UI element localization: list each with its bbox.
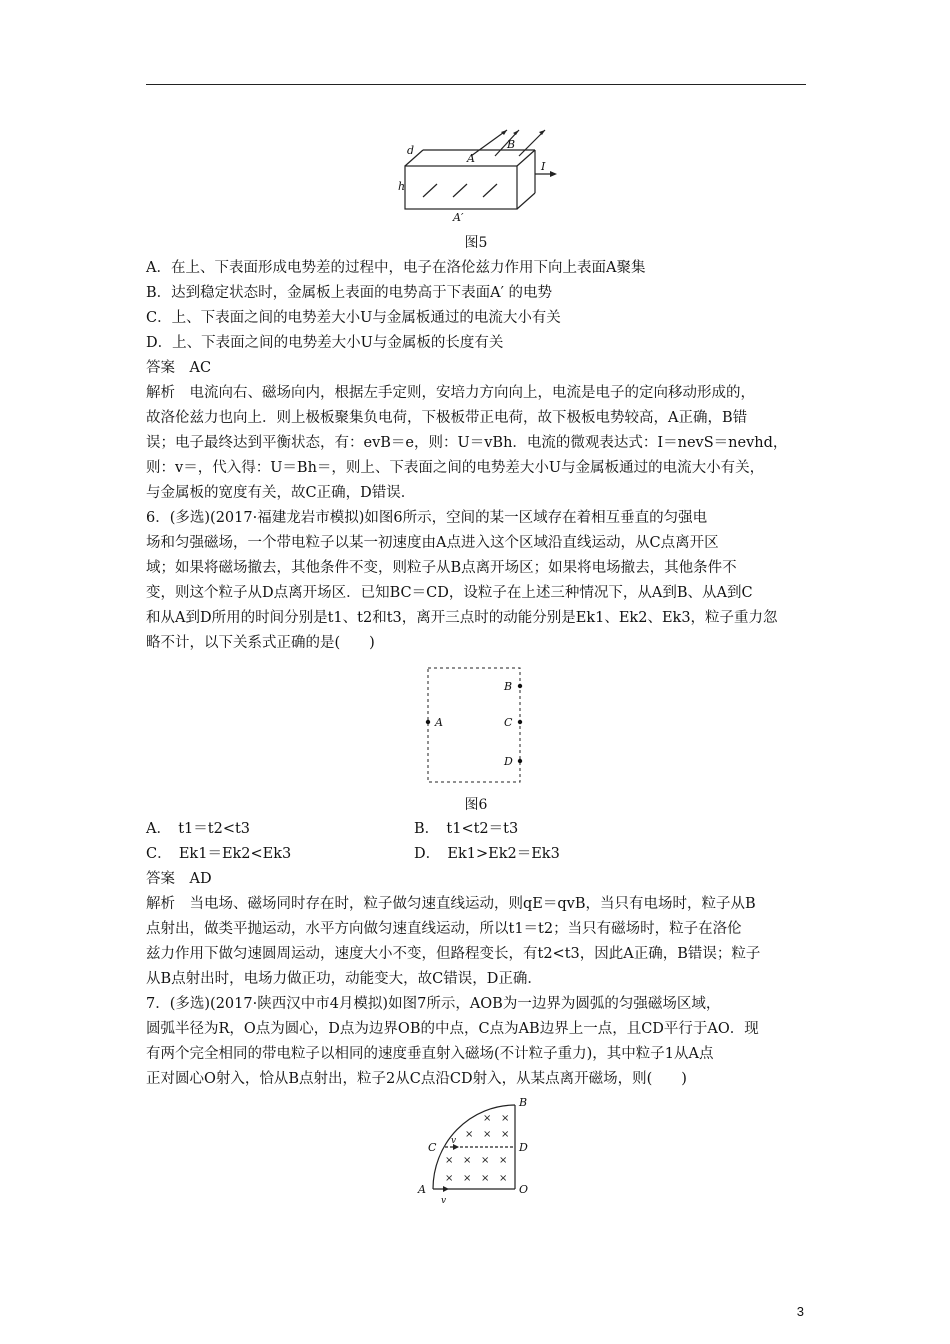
q6-analysis-line: 兹力作用下做匀速圆周运动，速度大小不变，但路程变长，有t2<t3，因此A正确，B错误；粒子: [146, 946, 761, 962]
field-mark: ×: [445, 1173, 454, 1184]
field-mark: ×: [481, 1155, 490, 1166]
point-D: [518, 759, 522, 763]
fig5-label-A-prime: A′: [453, 211, 464, 222]
fig6-label-C: C: [504, 716, 513, 729]
q6-stem-line: 6．(多选)(2017·福建龙岩市模拟)如图6所示，空间的某一区域存在着相互垂直的匀强电: [146, 510, 708, 526]
fig7-label-C: C: [428, 1141, 437, 1154]
q6-stem-line: 和从A到D所用的时间分别是t1、t2和t3，离开三点时的动能分别是Ek1、Ek2、Ek3，粒子重力忽: [146, 610, 778, 626]
q7-stem-line: 有两个完全相同的带电粒子以相同的速度垂直射入磁场(不计粒子重力)，其中粒子1从A点: [146, 1046, 714, 1062]
field-mark: ×: [499, 1155, 508, 1166]
q5-option-c: C．上、下表面之间的电势差大小U与金属板通过的电流大小有关: [146, 310, 561, 326]
field-mark: ×: [463, 1173, 472, 1184]
figure-5-caption: 图5: [464, 235, 488, 251]
figure-6-diagram: [420, 663, 530, 787]
fig6-label-A: A: [435, 716, 443, 729]
q6-option-d: D． Ek1>Ek2＝Ek3: [414, 846, 560, 862]
q6-option-c: C． Ek1＝Ek2<Ek3: [146, 846, 292, 862]
field-mark: ×: [501, 1113, 510, 1124]
q6-option-a: A． t1＝t2<t3: [146, 821, 251, 837]
field-mark: ×: [465, 1129, 474, 1140]
fig5-label-d: d: [407, 144, 415, 157]
q5-analysis-line: 与金属板的宽度有关，故C正确，D错误．: [146, 485, 416, 501]
point-B: [518, 684, 522, 688]
q5-option-b: B．达到稳定状态时，金属板上表面的电势高于下表面A′ 的电势: [146, 285, 553, 301]
q7-stem-line: 7．(多选)(2017·陕西汉中市4月模拟)如图7所示，AOB为一边界为圆弧的匀强磁场区域，: [146, 996, 721, 1012]
figure-5-diagram: [395, 124, 560, 222]
q7-stem-line: 圆弧半径为R，O点为圆心，D点为边界OB的中点，C点为AB边界上一点，且CD平行于AO．现: [146, 1021, 759, 1037]
fig7-label-D: D: [519, 1141, 528, 1154]
fig5-label-A: A: [467, 152, 475, 165]
fig7-label-v-lower: v: [441, 1196, 447, 1206]
q6-option-b: B． t1<t2＝t3: [414, 821, 519, 837]
point-C: [518, 720, 522, 724]
q5-option-a: A．在上、下表面形成电势差的过程中，电子在洛伦兹力作用下向上表面A聚集: [146, 260, 646, 276]
fig7-label-A: A: [418, 1183, 426, 1196]
q6-stem-line: 场和匀强磁场，一个带电粒子以某一初速度由A点进入这个区域沿直线运动，从C点离开区: [146, 535, 719, 551]
fig5-label-h: h: [398, 180, 406, 193]
q5-option-d: D．上、下表面之间的电势差大小U与金属板的长度有关: [146, 335, 504, 351]
field-mark: ×: [481, 1173, 490, 1184]
page-number: 3: [796, 1304, 804, 1319]
fig6-label-B: B: [504, 680, 513, 693]
figure-7-diagram: [415, 1093, 540, 1208]
field-mark: ×: [499, 1173, 508, 1184]
field-mark: ×: [501, 1129, 510, 1140]
field-mark: ×: [483, 1129, 492, 1140]
field-mark: ×: [483, 1113, 492, 1124]
fig7-label-B: B: [519, 1096, 528, 1109]
q6-analysis-line: 解析 当电场、磁场同时存在时，粒子做匀速直线运动，则qE＝qvB，当只有电场时，粒子从B: [146, 896, 756, 912]
field-mark: ×: [463, 1155, 472, 1166]
q7-stem-line: 正对圆心O射入，恰从B点射出，粒子2从C点沿CD射入，从某点离开磁场，则( ): [146, 1071, 687, 1087]
point-A: [426, 720, 430, 724]
figure-6-caption: 图6: [464, 797, 488, 813]
q5-analysis-line: 解析 电流向右、磁场向内，根据左手定则，安培力方向向上，电流是电子的定向移动形成的，: [146, 385, 755, 401]
field-mark: ×: [445, 1155, 454, 1166]
q6-stem-line: 域；如果将磁场撤去，其他条件不变，则粒子从B点离开场区；如果将电场撤去，其他条件不: [146, 560, 737, 576]
q5-analysis-line: 误；电子最终达到平衡状态，有：evB＝e，则：U＝vBh．电流的微观表达式：I＝nevS＝nevhd，: [146, 435, 788, 451]
fig5-label-B: B: [507, 138, 516, 151]
q5-analysis-line: 则：v＝，代入得：U＝Bh＝，则上、下表面之间的电势差大小U与金属板通过的电流大小有关，: [146, 460, 765, 476]
q6-analysis-line: 点射出，做类平抛运动，水平方向做匀速直线运动，所以t1＝t2；当只有磁场时，粒子在洛伦: [146, 921, 742, 937]
q6-analysis-line: 从B点射出时，电场力做正功，动能变大，故C错误，D正确．: [146, 971, 542, 987]
q5-analysis-line: 故洛伦兹力也向上．则上极板聚集负电荷，下极板带正电荷，故下极板电势较高，A正确，B错: [146, 410, 748, 426]
fig7-label-O: O: [519, 1183, 529, 1196]
fig7-label-v-upper: v: [451, 1136, 457, 1146]
q5-answer: 答案 AC: [146, 360, 212, 376]
header-rule: [146, 84, 806, 85]
fig5-label-I: I: [541, 160, 546, 173]
q6-stem-line: 略不计，以下关系式正确的是( ): [146, 635, 375, 651]
fig6-label-D: D: [504, 755, 513, 768]
q6-stem-line: 变，则这个粒子从D点离开场区．已知BC＝CD，设粒子在上述三种情况下，从A到B、从A到C: [146, 585, 753, 601]
q6-answer: 答案 AD: [146, 871, 212, 887]
